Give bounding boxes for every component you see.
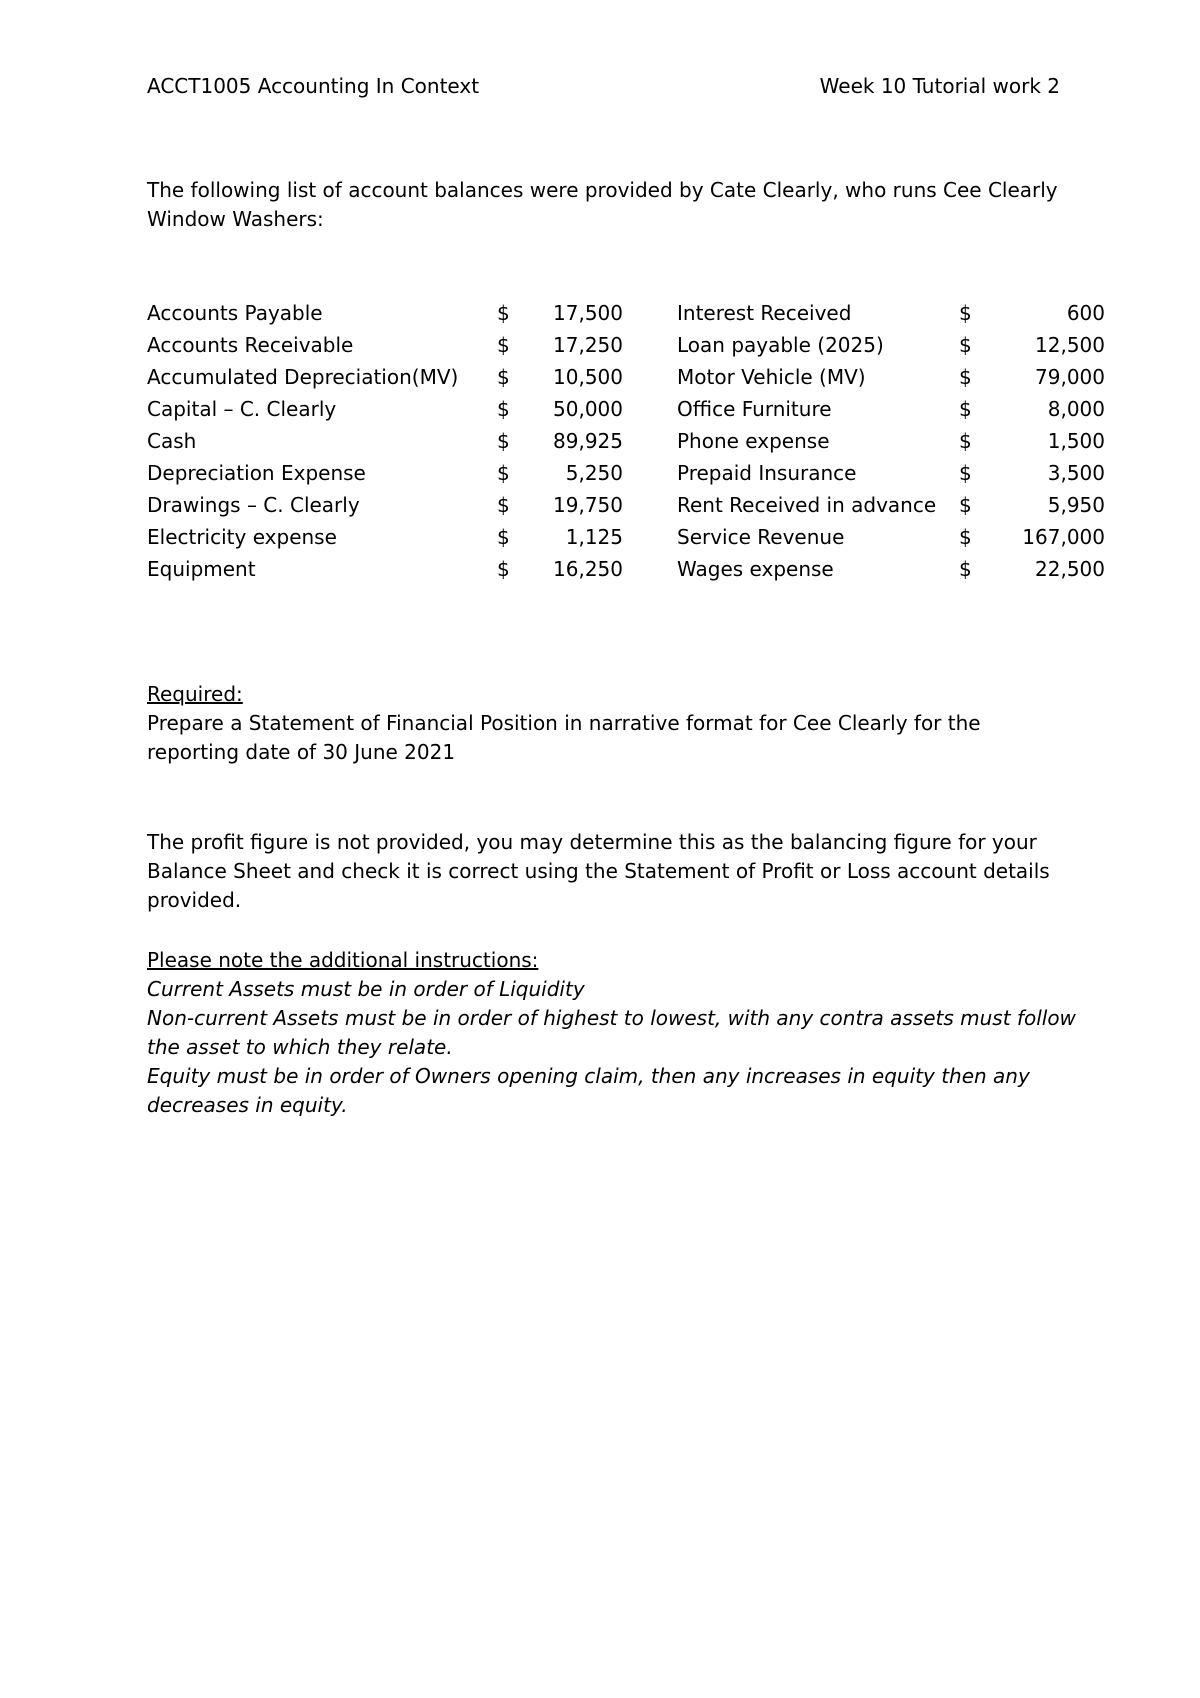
account-amount: 50,000	[553, 397, 623, 421]
account-amount: 22,500	[1035, 557, 1105, 581]
account-amount: 19,750	[553, 493, 623, 517]
instruction-line: decreases in equity.	[147, 1093, 348, 1117]
account-name: Accumulated Depreciation(MV)	[147, 365, 459, 389]
currency-symbol: $	[497, 493, 510, 517]
course-title: ACCT1005 Accounting In Context	[147, 74, 480, 98]
currency-symbol: $	[959, 429, 972, 453]
profit-note-line: The profit figure is not provided, you may determine this as the balancing figure for your	[147, 830, 1037, 854]
table-row	[147, 425, 1107, 457]
instruction-line: Equity must be in order of Owners opening claim, then any increases in equity then any	[147, 1064, 1030, 1088]
account-name: Service Revenue	[677, 525, 845, 549]
table-row	[147, 489, 1107, 521]
currency-symbol: $	[497, 397, 510, 421]
currency-symbol: $	[497, 525, 510, 549]
required-text-line: Prepare a Statement of Financial Position in narrative format for Cee Clearly for the	[147, 711, 981, 735]
instruction-line: the asset to which they relate.	[147, 1035, 453, 1059]
account-name: Prepaid Insurance	[677, 461, 857, 485]
account-name: Accounts Payable	[147, 301, 323, 325]
account-name: Interest Received	[677, 301, 852, 325]
currency-symbol: $	[959, 301, 972, 325]
account-amount: 89,925	[553, 429, 623, 453]
profit-note	[147, 828, 1077, 915]
account-name: Equipment	[147, 557, 256, 581]
intro-paragraph: The following list of account balances were provided by Cate Clearly, who runs Cee Clearly Window Washers:	[147, 178, 1058, 231]
account-amount: 5,950	[1047, 493, 1105, 517]
additional-instructions	[147, 946, 1077, 1120]
currency-symbol: $	[959, 397, 972, 421]
account-amount: 79,000	[1035, 365, 1105, 389]
currency-symbol: $	[497, 301, 510, 325]
account-amount: 17,500	[553, 301, 623, 325]
account-amount: 600	[1066, 301, 1105, 325]
currency-symbol: $	[497, 461, 510, 485]
profit-note-line: provided.	[147, 888, 242, 912]
account-amount: 1,500	[1047, 429, 1105, 453]
instruction-line: Non-current Assets must be in order of highest to lowest, with any contra assets must follow	[147, 1006, 1076, 1030]
currency-symbol: $	[959, 461, 972, 485]
required-text-line: reporting date of 30 June 2021	[147, 740, 456, 764]
required-heading: Required:	[147, 682, 243, 706]
currency-symbol: $	[959, 333, 972, 357]
account-name: Cash	[147, 429, 197, 453]
account-name: Drawings – C. Clearly	[147, 493, 360, 517]
currency-symbol: $	[959, 525, 972, 549]
account-name: Motor Vehicle (MV)	[677, 365, 866, 389]
table-row	[147, 361, 1107, 393]
account-amount: 1,125	[565, 525, 623, 549]
account-amount: 3,500	[1047, 461, 1105, 485]
currency-symbol: $	[497, 365, 510, 389]
account-amount: 8,000	[1047, 397, 1105, 421]
account-name: Accounts Receivable	[147, 333, 354, 357]
table-row	[147, 329, 1107, 361]
account-amount: 167,000	[1022, 525, 1105, 549]
account-amount: 16,250	[553, 557, 623, 581]
account-name: Depreciation Expense	[147, 461, 366, 485]
instructions-heading: Please note the additional instructions:	[147, 948, 539, 972]
account-amount: 10,500	[553, 365, 623, 389]
currency-symbol: $	[497, 557, 510, 581]
account-amount: 17,250	[553, 333, 623, 357]
account-name: Loan payable (2025)	[677, 333, 884, 357]
currency-symbol: $	[959, 557, 972, 581]
required-section	[147, 680, 1077, 767]
profit-note-line: Balance Sheet and check it is correct using the Statement of Profit or Loss account details	[147, 859, 1050, 883]
account-name: Phone expense	[677, 429, 830, 453]
currency-symbol: $	[497, 333, 510, 357]
table-row	[147, 457, 1107, 489]
currency-symbol: $	[959, 365, 972, 389]
account-name: Wages expense	[677, 557, 834, 581]
table-row	[147, 521, 1107, 553]
currency-symbol: $	[959, 493, 972, 517]
account-balances-table	[147, 297, 1107, 585]
table-row	[147, 393, 1107, 425]
table-row	[147, 297, 1107, 329]
table-row	[147, 553, 1107, 585]
account-amount: 5,250	[565, 461, 623, 485]
tutorial-title: Week 10 Tutorial work 2	[819, 74, 1060, 98]
account-name: Capital – C. Clearly	[147, 397, 337, 421]
currency-symbol: $	[497, 429, 510, 453]
account-amount: 12,500	[1035, 333, 1105, 357]
account-name: Electricity expense	[147, 525, 337, 549]
account-name: Office Furniture	[677, 397, 832, 421]
account-name: Rent Received in advance	[677, 493, 937, 517]
instruction-line: Current Assets must be in order of Liquidity	[147, 977, 585, 1001]
